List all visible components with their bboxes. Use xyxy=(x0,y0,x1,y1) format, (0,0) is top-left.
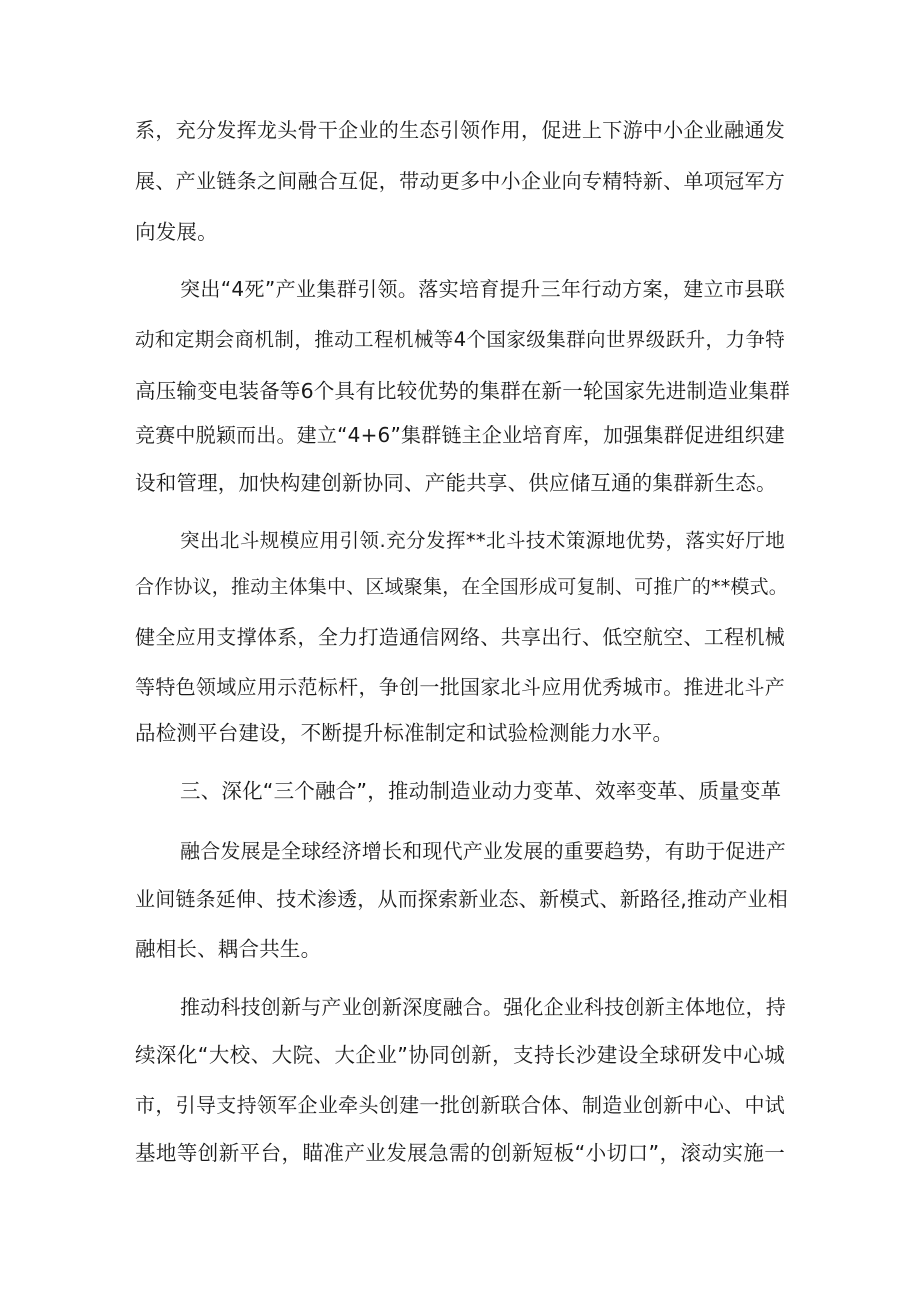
text-line: 竞赛中脱颖而出。建立“4+6”集群链主企业培育库，加强集群促进组织建 xyxy=(135,423,785,447)
text-line: 续深化“大校、大院、大企业”协同创新，支持长沙建设全球研发中心城 xyxy=(135,1043,785,1067)
text-line: 健全应用支撑体系，全力打造通信网络、共享出行、低空航空、工程机械 xyxy=(135,625,785,649)
text-line: 突出“4死”产业集群引领。落实培育提升三年行动方案，建立市县联 xyxy=(180,277,785,301)
text-line: 业间链条延伸、技术渗透，从而探索新业态、新模式、新路径,推动产业相 xyxy=(135,887,788,911)
text-line: 市，引导支持领军企业牵头创建一批创新联合体、制造业创新中心、中试 xyxy=(135,1093,785,1117)
text-line: 融合发展是全球经济增长和现代产业发展的重要趋势，有助于促进产 xyxy=(180,839,786,863)
text-line: 设和管理，加快构建创新协同、产能共享、供应储互通的集群新生态。 xyxy=(135,471,777,495)
text-line: 推动科技创新与产业创新深度融合。强化企业科技创新主体地位，持 xyxy=(180,995,786,1019)
text-line: 向发展。 xyxy=(135,220,218,244)
text-line: 系，充分发挥龙头骨干企业的生态引领作用，促进上下游中小企业融通发 xyxy=(135,118,785,142)
text-line: 合作协议，推动主体集中、区域聚集，在全国形成可复制、可推广的**模式。 xyxy=(135,576,789,598)
text-line: 等特色领域应用示范标杆，争创一批国家北斗应用优秀城市。推进北斗产 xyxy=(135,675,785,699)
text-line: 展、产业链条之间融合互促，带动更多中小企业向专精特新、单项冠军方 xyxy=(135,169,785,193)
section-title: 三、深化“三个融合”，推动制造业动力变革、效率变革、质量变革 xyxy=(180,779,782,803)
text-line: 高压输变电装备等6个具有比较优势的集群在新一轮国家先进制造业集群 xyxy=(135,379,790,403)
text-line: 品检测平台建设，不断提升标准制定和试验检测能力水平。 xyxy=(135,721,674,745)
text-line: 基地等创新平台，瞄准产业发展急需的创新短板“小切口”，滚动实施一 xyxy=(135,1141,785,1165)
text-line: 融相长、耦合共生。 xyxy=(135,937,322,961)
text-line: 动和定期会商机制，推动工程机械等4个国家级集群向世界级跃升，力争特 xyxy=(135,328,785,351)
text-line: 突出北斗规模应用引领.充分发挥**北斗技术策源地优势，落实好厅地 xyxy=(180,529,785,552)
